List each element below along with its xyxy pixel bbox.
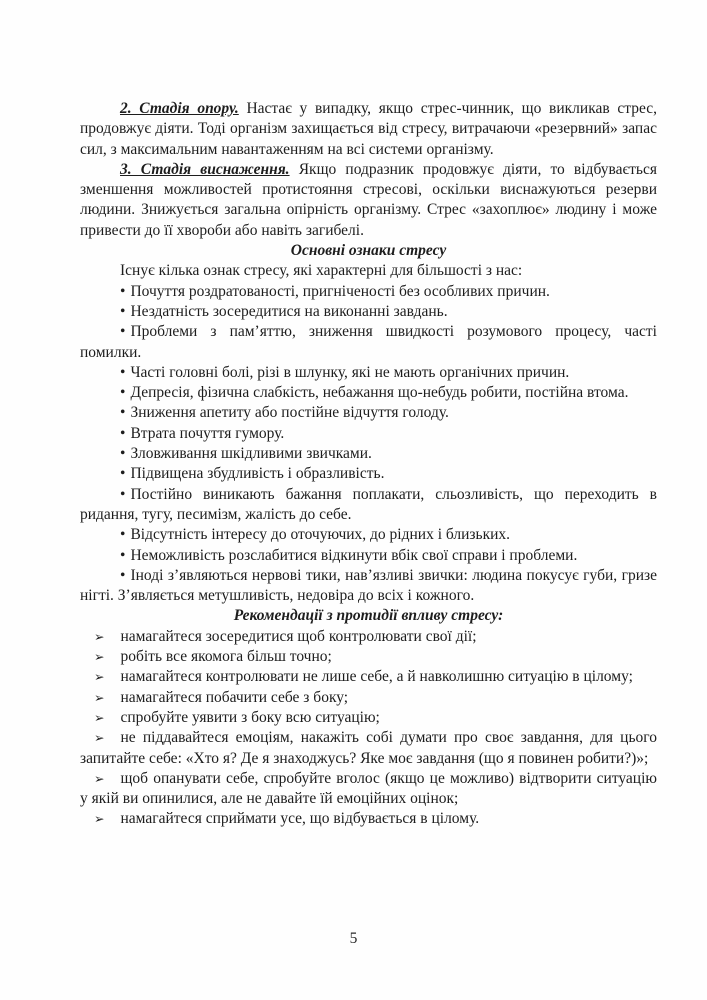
stress-sign-text: Підвищена збудливість і образливість. bbox=[130, 465, 385, 483]
signs-heading: Основні ознаки стресу bbox=[290, 242, 447, 260]
arrow-bullet-icon: ➢ bbox=[94, 730, 105, 746]
stress-sign-text: Зниження апетиту або постійне відчуття голоду. bbox=[130, 404, 449, 422]
stage-3-body: Якщо подразник продовжує діяти, то відбувається зменшення можливостей протистояння стресові, оскільки виснажуються резерви людини. Знижується загальна опірність організму. Стрес «захоплює» людину і може привести до її хвороби або навіть загибелі. bbox=[80, 160, 657, 239]
stress-sign-text: Часті головні болі, різі в шлунку, які не мають органічних причин. bbox=[130, 363, 570, 381]
recommendation-text: спробуйте уявити з боку всю ситуацію; bbox=[120, 708, 380, 726]
stress-sign-text: Почуття роздратованості, пригніченості без особливих причин. bbox=[130, 282, 550, 300]
recommendation-item bbox=[80, 647, 657, 667]
signs-intro: Існує кілька ознак стресу, які характерні для більшості з нас: bbox=[120, 262, 523, 280]
stress-sign-text: Неможливість розслабитися відкинути вбік свої справи і проблеми. bbox=[130, 546, 578, 564]
recommendation-item bbox=[80, 809, 657, 829]
paragraph-stage-3 bbox=[80, 160, 657, 241]
recommendation-item bbox=[80, 688, 657, 708]
bullet-icon: • bbox=[120, 566, 126, 584]
stress-sign-text: Іноді з’являються нервові тики, нав’язливі звички: людина покусує губи, гризе нігті. З’являється метушливість, недовіра до всіх і кожного. bbox=[80, 566, 657, 605]
recommendation-item bbox=[80, 728, 657, 769]
bullet-icon: • bbox=[120, 424, 126, 442]
bullet-icon: • bbox=[120, 546, 126, 564]
arrow-bullet-icon: ➢ bbox=[94, 689, 105, 705]
stress-sign-text: Зловживання шкідливими звичками. bbox=[130, 445, 372, 463]
stress-sign-text: Депресія, фізична слабкість, небажання що-небудь робити, постійна втома. bbox=[130, 384, 629, 402]
stress-sign-item bbox=[80, 282, 657, 302]
stress-sign-item bbox=[80, 424, 657, 444]
recommendations-heading: Рекомендації з протидії впливу стресу: bbox=[233, 607, 504, 625]
recommendation-text: намагайтеся сприймати усе, що відбувається в цілому. bbox=[120, 810, 480, 828]
stage-3-lead: 3. Стадія виснаження. bbox=[120, 160, 290, 178]
bullet-icon: • bbox=[120, 282, 126, 300]
recommendation-item bbox=[80, 667, 657, 687]
recommendation-item bbox=[80, 769, 657, 810]
bullet-icon: • bbox=[120, 363, 126, 381]
stress-sign-item bbox=[80, 444, 657, 464]
bullet-icon: • bbox=[120, 404, 126, 422]
paragraph-stage-2 bbox=[80, 99, 657, 160]
arrow-bullet-icon: ➢ bbox=[94, 628, 105, 644]
stress-sign-item bbox=[80, 546, 657, 566]
stress-sign-item bbox=[80, 322, 657, 363]
stress-sign-item bbox=[80, 403, 657, 423]
stress-sign-text: Проблеми з пам’яттю, зниження швидкості розумового процесу, часті помилки. bbox=[80, 323, 657, 361]
bullet-icon: • bbox=[120, 445, 126, 463]
bullet-icon: • bbox=[120, 485, 126, 503]
arrow-bullet-icon: ➢ bbox=[94, 709, 105, 725]
stress-sign-item bbox=[80, 525, 657, 545]
stress-sign-text: Постійно виникають бажання поплакати, сльозливість, що переходить в ридання, тугу, песимізм, жалість до себе. bbox=[80, 485, 657, 523]
recommendation-text: щоб опанувати себе, спробуйте вголос (якщо це можливо) відтворити ситуацію у якій ви опинилися, але не давайте їй емоційних оцінок; bbox=[80, 769, 657, 808]
stress-sign-item bbox=[80, 485, 657, 526]
recommendation-text: робіть все якомога більш точно; bbox=[120, 648, 332, 666]
recommendation-text: намагайтеся контролювати не лише себе, а й навколишню ситуацію в цілому; bbox=[120, 668, 633, 686]
bullet-icon: • bbox=[120, 302, 126, 320]
arrow-bullet-icon: ➢ bbox=[94, 669, 105, 685]
stress-sign-item bbox=[80, 363, 657, 383]
recommendation-item bbox=[80, 708, 657, 728]
stress-sign-text: Відсутність інтересу до оточуючих, до рідних і близьких. bbox=[130, 526, 511, 544]
arrow-bullet-icon: ➢ bbox=[94, 770, 105, 786]
stress-sign-item bbox=[80, 464, 657, 484]
page-number: 5 bbox=[349, 930, 358, 947]
stress-sign-item bbox=[80, 302, 657, 322]
bullet-icon: • bbox=[120, 384, 126, 402]
recommendation-item bbox=[80, 627, 657, 647]
bullet-icon: • bbox=[120, 465, 126, 483]
recommendation-text: намагайтеся зосередитися щоб контролювати свої дії; bbox=[120, 627, 477, 645]
stress-sign-item bbox=[80, 383, 657, 403]
stage-2-lead: 2. Стадія опору. bbox=[120, 100, 239, 117]
bullet-icon: • bbox=[120, 323, 126, 341]
arrow-bullet-icon: ➢ bbox=[94, 811, 105, 827]
recommendation-text: не піддавайтеся емоціям, накажіть собі думати про своє завдання, для цього запитайте себе: «Хто я? Де я знаходжусь? Яке моє завдання (що я повинен робити?)»; bbox=[80, 729, 657, 767]
stage-2-body: Настає у випадку, якщо стрес-чинник, що викликав стрес, продовжує діяти. Тоді організм захищається від стресу, витрачаючи «резервний» запас сил, з максимальним навантаженням на всі системи організму. bbox=[80, 100, 657, 158]
recommendation-text: намагайтеся побачити себе з боку; bbox=[120, 688, 349, 706]
bullet-icon: • bbox=[120, 526, 126, 544]
stress-sign-text: Нездатність зосередитися на виконанні завдань. bbox=[130, 302, 448, 320]
stress-sign-text: Втрата почуття гумору. bbox=[130, 424, 285, 442]
stress-sign-item bbox=[80, 566, 657, 607]
arrow-bullet-icon: ➢ bbox=[94, 649, 105, 665]
page-content bbox=[80, 99, 657, 830]
